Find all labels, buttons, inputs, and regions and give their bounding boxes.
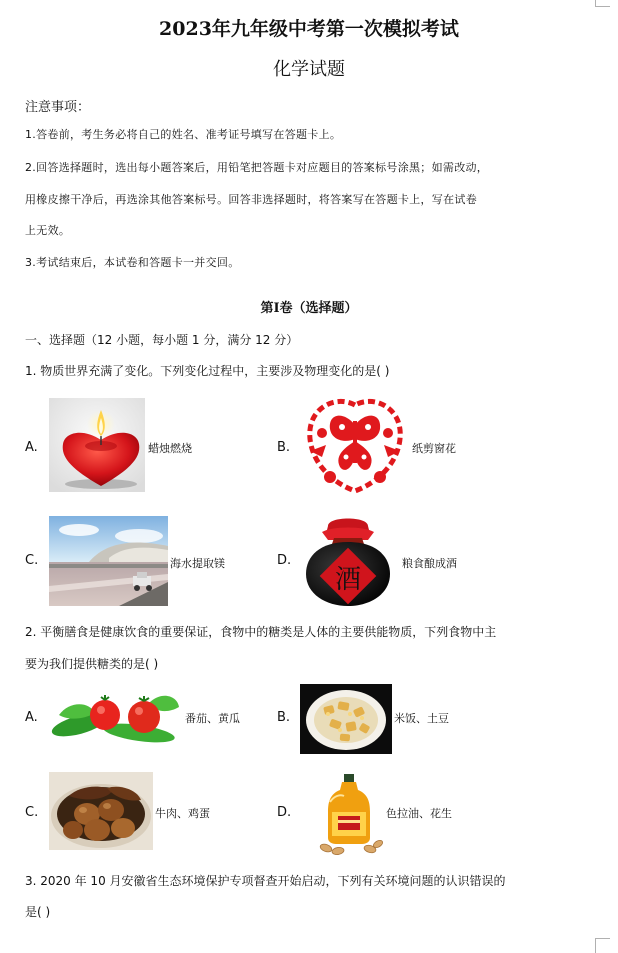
q2-option-a-letter: A. bbox=[25, 710, 38, 725]
corner-mark-top-right bbox=[595, 0, 610, 7]
corner-mark-bottom-right bbox=[595, 938, 610, 953]
rice-potato-dish-image bbox=[300, 684, 392, 754]
q2-option-d-caption: 色拉油、花生 bbox=[386, 807, 452, 820]
salt-field-image bbox=[49, 516, 168, 606]
notice-line: 1.答卷前，考生务必将自己的姓名、准考证号填写在答题卡上。 bbox=[25, 128, 342, 141]
question-1-stem: 1. 物质世界充满了变化。下列变化过程中，主要涉及物理变化的是( ) bbox=[25, 364, 390, 378]
notice-line: 3.考试结束后，本试卷和答题卡一并交回。 bbox=[25, 256, 240, 269]
oil-bottle-peanuts-image bbox=[318, 772, 384, 856]
q2-option-d-letter: D. bbox=[277, 805, 292, 820]
question-3-stem-line-1: 3. 2020 年 10 月安徽省生态环境保护专项督查开始启动，下列有关环境问题的认识错误的 bbox=[25, 874, 506, 888]
question-3-stem-line-2: 是( ) bbox=[25, 905, 51, 919]
q2-option-c-letter: C. bbox=[25, 805, 39, 820]
notice-line: 2.回答选择题时，选出每小题答案后，用铅笔把答题卡对应题目的答案标号涂黑；如需改动， bbox=[25, 161, 489, 174]
q2-option-a-caption: 番茄、黄瓜 bbox=[185, 712, 240, 725]
beef-eggs-image bbox=[49, 772, 153, 850]
notice-heading: 注意事项： bbox=[25, 100, 91, 115]
exam-subtitle: 化学试题 bbox=[273, 59, 345, 80]
notice-line: 用橡皮擦干净后，再选涂其他答案标号。回答非选择题时，将答案写在答题卡上，写在试卷 bbox=[25, 193, 477, 206]
q2-option-c-caption: 牛肉、鸡蛋 bbox=[155, 807, 210, 820]
question-2-stem-line-1: 2. 平衡膳食是健康饮食的重要保证，食物中的糖类是人体的主要供能物质，下列食物中主 bbox=[25, 625, 497, 639]
tomatoes-cucumber-image bbox=[49, 685, 183, 745]
paper-cut-butterfly-image bbox=[300, 395, 410, 497]
section-title: 第Ⅰ卷（选择题） bbox=[260, 301, 358, 316]
wine-jar-image bbox=[298, 512, 398, 610]
question-type-line: 一、选择题（12 小题，每小题 1 分，满分 12 分） bbox=[25, 333, 299, 347]
svg-text:酒: 酒 bbox=[334, 565, 362, 595]
q2-option-b-caption: 米饭、土豆 bbox=[394, 712, 449, 725]
question-2-stem-line-2: 要为我们提供糖类的是( ) bbox=[25, 657, 159, 671]
q1-option-c-caption: 海水提取镁 bbox=[170, 557, 225, 570]
notice-line: 上无效。 bbox=[25, 224, 71, 237]
heart-candle-image bbox=[49, 398, 145, 492]
q1-option-d-letter: D. bbox=[277, 553, 292, 568]
q1-option-b-caption: 纸剪窗花 bbox=[412, 442, 456, 455]
q1-option-a-caption: 蜡烛燃烧 bbox=[148, 442, 192, 455]
q1-option-c-letter: C. bbox=[25, 553, 39, 568]
exam-title: 2023年九年级中考第一次模拟考试 bbox=[159, 18, 459, 40]
q1-option-d-caption: 粮食酿成酒 bbox=[402, 557, 457, 570]
q1-option-a-letter: A. bbox=[25, 440, 38, 455]
q1-option-b-letter: B. bbox=[277, 440, 291, 455]
q2-option-b-letter: B. bbox=[277, 710, 291, 725]
